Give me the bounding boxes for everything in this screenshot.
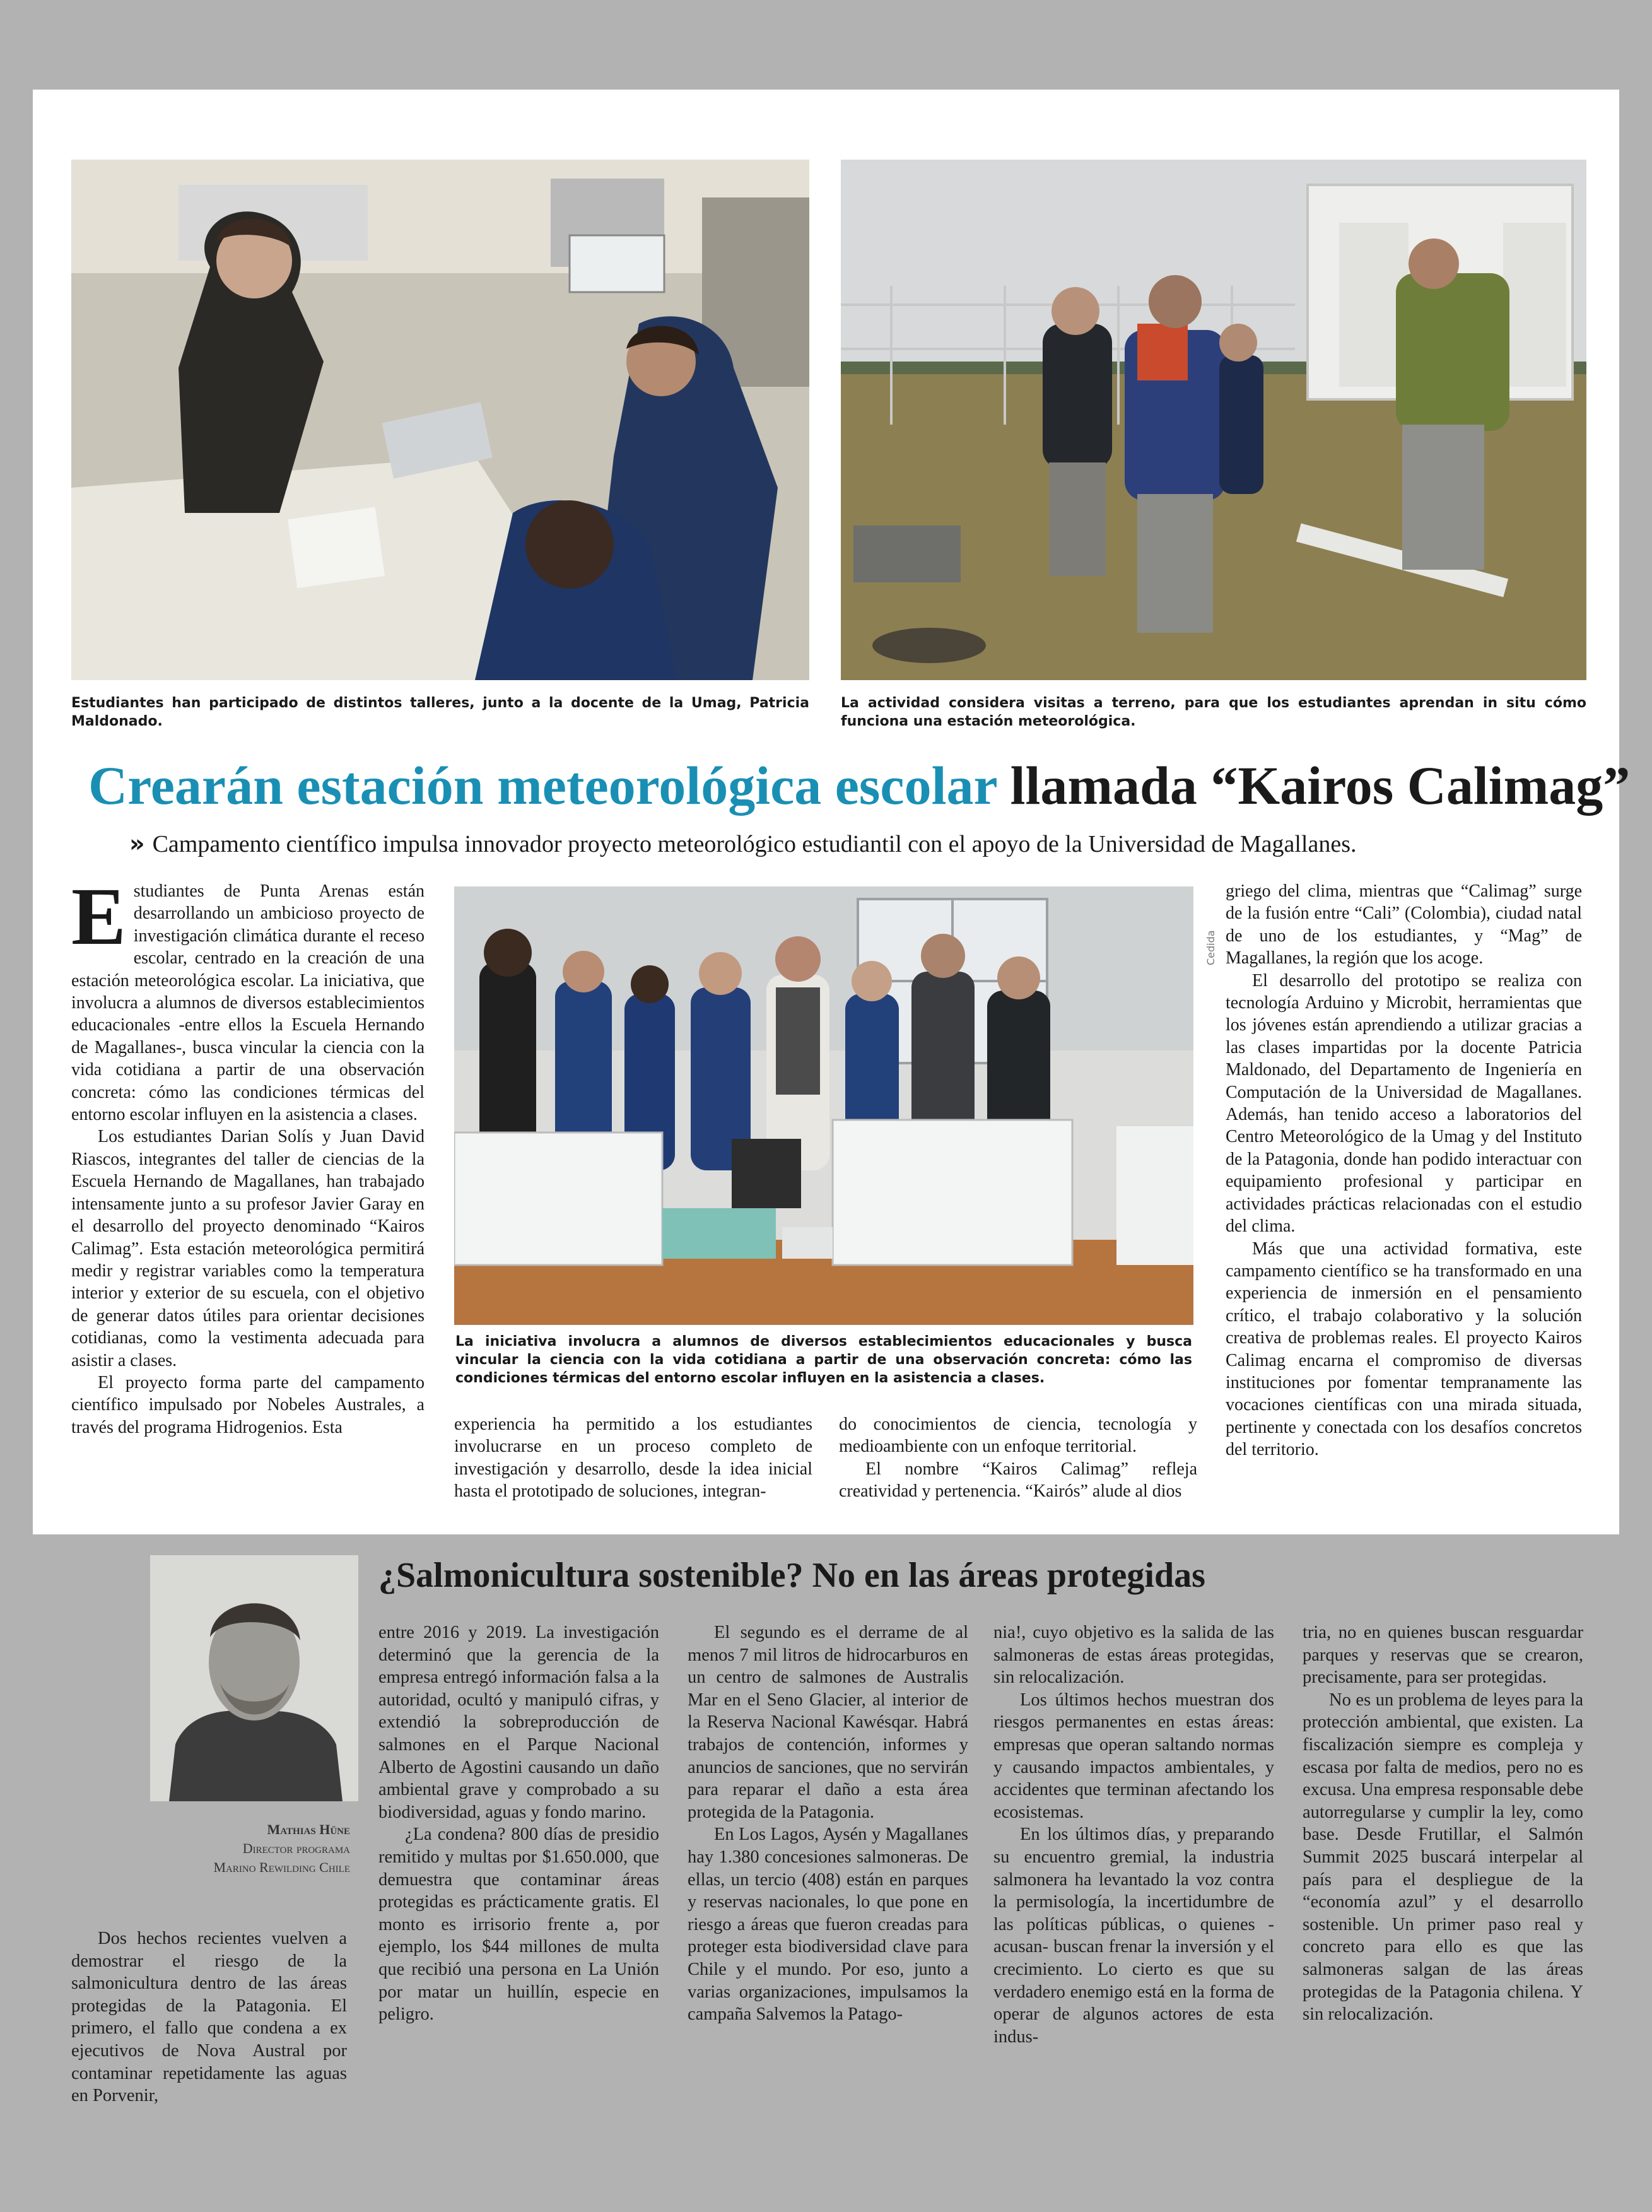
- opinion-paragraph: nia!, cuyo objetivo es la salida de las salmoneras de estas áreas protegidas, sin relocalización.: [993, 1623, 1274, 1688]
- photo-field-visit: [841, 160, 1586, 680]
- opinion-title: ¿Salmonicultura sostenible? No en las áreas protegidas: [378, 1556, 1205, 1595]
- article-paragraph: experiencia ha permitido a los estudiantes involucrarse en un proceso completo de investigación y desarrollo, desde la idea inicial hasta el prototipado de soluciones, integran-: [454, 1415, 812, 1502]
- opinion-column-3: [688, 1621, 968, 2026]
- opinion-paragraph: No es un problema de leyes para la protección ambiental, que existen. La fiscalización siempre es compleja y escasa por falta de medios, pero no es excusa. Una empresa responsable debe autorregularse y cumplir la ley, como base. Desde Frutillar, el Salmón Summit 2025 buscará interpelar al país para el despliegue de la “economía azul” y el desarrollo sostenible. Un primer paso real y concreto para ello es que las salmoneras salgan de las áreas protegidas de la Patagonia chilena. Y sin relocalización.: [1303, 1690, 1583, 2025]
- article-column-2: [454, 1413, 812, 1503]
- article-headline: [88, 754, 1631, 817]
- article-column-1: [71, 871, 425, 1438]
- author-byline: [95, 1820, 350, 1877]
- opinion-paragraph: El segundo es el derrame de al menos 7 mil litros de hidrocarburos en un centro de salmones de Australis Mar en el Seno Glacier, al interior de la Reserva Nacional Kawésqar. Habrá trabajos de contención, informes y anuncios de sanciones, que no servirán para reparar el daño a esta área protegida de la Patagonia.: [688, 1623, 968, 1822]
- drop-cap: E: [71, 871, 126, 962]
- opinion-column-2: [378, 1621, 659, 2026]
- headline-rest: llamada “Kairos Calimag”: [997, 755, 1631, 816]
- author-name: Mathias Hüne: [267, 1821, 350, 1837]
- author-portrait: [150, 1555, 358, 1801]
- article-column-4: [1226, 880, 1582, 1461]
- opinion-paragraph: Dos hechos recientes vuelven a demostrar el riesgo de la salmonicultura dentro de las áreas protegidas de la Patagonia. El primero, el fallo que condena a ex ejecutivos de Nova Austral por contaminar repetidamente las aguas en Porvenir,: [71, 1929, 347, 2106]
- article-paragraph: El nombre “Kairos Calimag” refleja creatividad y pertenencia. “Kairós” alude al dios: [839, 1459, 1197, 1502]
- double-chevron-right-icon: »: [129, 830, 145, 857]
- opinion-paragraph: En los últimos días, y preparando su encuentro gremial, la industria salmonera ha levantado la voz contra la permisología, la incertidumbre de las políticas públicas, o quienes -acusan- buscan frenar la inversión y el crecimiento. Lo cierto es que su verdadero enemigo está en la forma de operar de algunos actores de esta indus-: [993, 1825, 1274, 2047]
- article-paragraph: do conocimientos de ciencia, tecnología y medioambiente con un enfoque territorial.: [839, 1415, 1197, 1457]
- article-paragraph: El proyecto forma parte del campamento científico impulsado por Nobeles Australes, a través del programa Hidrogenios. Esta: [71, 1372, 425, 1437]
- author-role: Director programa: [242, 1840, 350, 1856]
- opinion-paragraph: ¿La condena? 800 días de presidio remitido y multas por $1.650.000, que demuestra que contaminar áreas protegidas es prácticamente gratis. El monto es irrisorio frente a, por ejemplo, los $44 millones de multa que recibió una persona en La Unión por matar un huillín, especie en peligro.: [378, 1825, 659, 2025]
- article-column-3: [839, 1413, 1197, 1503]
- opinion-paragraph: En Los Lagos, Aysén y Magallanes hay 1.380 concesiones salmoneras. De ellas, un tercio (408) están en parques y reservas nacionales, lo que pone en riesgo a áreas que fueron creadas para proteger esta biodiversidad clave para Chile y el mundo. Por eso, junto a varias organizaciones, impulsamos la campaña Salvemos la Patago-: [688, 1825, 968, 2025]
- article-paragraph: El desarrollo del prototipo se realiza con tecnología Arduino y Microbit, herramientas que los jóvenes están aprendiendo a utilizar gracias a las clases impartidas por la docente Patricia Maldonado, del Departamento de Ingeniería en Computación de la Universidad de Magallanes. Además, han tenido acceso a laboratorios del Centro Meteorológico de la Umag y del Instituto de la Patagonia, donde han podido interactuar con equipamiento profesional y participar en actividades prácticas relacionadas con el estudio del clima.: [1226, 970, 1582, 1237]
- opinion-paragraph: entre 2016 y 2019. La investigación determinó que la gerencia de la empresa entregó información falsa a la autoridad, ocultó y manipuló cifras, y extendió la sobreproducción de salmones en el Parque Nacional Alberto de Agostini causando un daño ambiental grave y comprobado a su biodiversidad, aguas y fondo marino.: [378, 1623, 659, 1822]
- author-organization: Marino Rewilding Chile: [213, 1859, 350, 1875]
- caption-field-visit: La actividad considera visitas a terreno, para que los estudiantes aprendan in situ cómo funciona una estación meteorológica.: [841, 695, 1586, 729]
- opinion-paragraph: Los últimos hechos muestran dos riesgos permanentes en estas áreas: empresas que operan saltando normas y causando impactos ambientales, y accidentes que terminan afectando los ecosistemas.: [993, 1690, 1274, 1822]
- caption-workshop: Estudiantes han participado de distintos talleres, junto a la docente de la Umag, Patricia Maldonado.: [71, 695, 809, 729]
- subheadline-text: Campamento científico impulsa innovador proyecto meteorológico estudiantil con el apoyo de la Universidad de Magallanes.: [152, 831, 1357, 857]
- article-paragraph: Más que una actividad formativa, este campamento científico se ha transformado en una experiencia de inmersión en el pensamiento crítico, el trabajo colaborativo y la solución creativa de problemas reales. El proyecto Kairos Calimag encarna el compromiso de diversas instituciones por fomentar tempranamente las vocaciones científicas con una mirada situada, pertinente y conectada con los desafíos concretos del territorio.: [1226, 1238, 1582, 1460]
- photo-group: [454, 886, 1193, 1325]
- article-paragraph: griego del clima, mientras que “Calimag” surge de la fusión entre “Cali” (Colombia), ciudad natal de uno de los estudiantes, y “Mag” de Magallanes, la región que los acoge.: [1226, 881, 1582, 968]
- photo-workshop: [71, 160, 809, 680]
- opinion-column-1: [71, 1927, 347, 2107]
- photo-credit: Cedida: [1205, 930, 1217, 965]
- opinion-column-4: [993, 1621, 1274, 2048]
- opinion-paragraph: tria, no en quienes buscan resguardar parques y reservas que se crearon, precisamente, para ser protegidas.: [1303, 1623, 1583, 1688]
- headline-colored: Crearán estación meteorológica escolar: [88, 755, 997, 816]
- caption-group: La iniciativa involucra a alumnos de diversos establecimientos educacionales y busca vincular la ciencia con la vida cotidiana a partir de una observación concreta: cómo las condiciones térmicas del entorno escolar influyen en la asistencia a clases.: [455, 1334, 1192, 1386]
- article-paragraph: Estudiantes de Punta Arenas están desarrollando un ambicioso proyecto de investigación climática durante el receso escolar, centrado en la creación de una estación meteorológica escolar. La iniciativa, que involucra a alumnos de diversos establecimientos educacionales -entre ellos la Escuela Hernando de Magallanes-, busca vincular la ciencia con la vida cotidiana a partir de una observación concreta: cómo las condiciones térmicas del entorno escolar influyen en la asistencia a clases.: [71, 871, 425, 1125]
- article-paragraph: Los estudiantes Darian Solís y Juan David Riascos, integrantes del taller de ciencias de la Escuela Hernando de Magallanes, han trabajado intensamente junto a su profesor Javier Garay en el desarrollo del proyecto denominado “Kairos Calimag”. Esta estación meteorológica permitirá medir y registrar variables como la temperatura interior y exterior de su escuela, con el objetivo de generar datos útiles para orientar decisiones cotidianas, como la vestimenta adecuada para asistir a clases.: [71, 1127, 425, 1370]
- article-subheadline: [129, 830, 1580, 858]
- opinion-column-5: [1303, 1621, 1583, 2026]
